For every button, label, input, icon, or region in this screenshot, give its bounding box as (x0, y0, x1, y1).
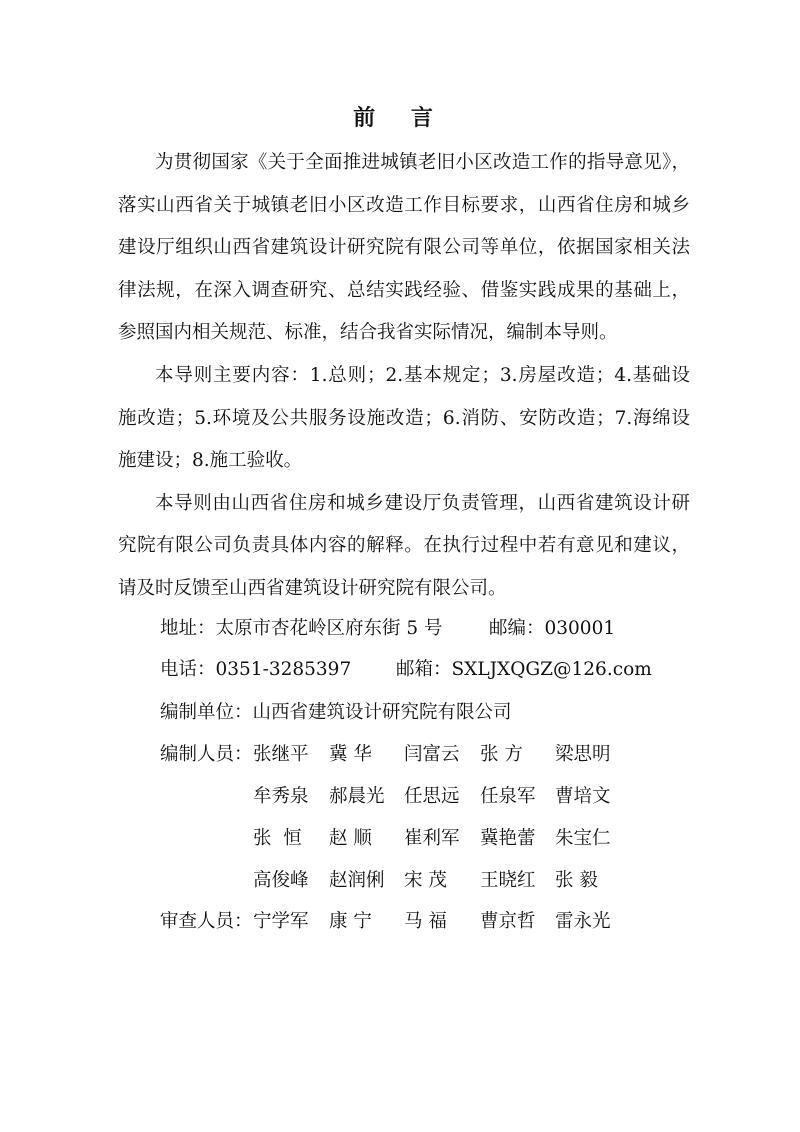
compiling-unit: 编制单位：山西省建筑设计研究院有限公司 (160, 702, 512, 723)
preface-body (118, 142, 690, 611)
staff-name: 赵润俐 (329, 870, 385, 891)
staff-name: 曹培文 (555, 786, 611, 807)
paragraph-line: 施改造；5.环境及公共服务设施改造；6.消防、安防改造；7.海绵设 (118, 407, 690, 429)
phone: 电话：0351-3285397 (160, 659, 352, 680)
paragraph-line: 为贯彻国家《关于全面推进城镇老旧小区改造工作的指导意见》， (155, 152, 690, 173)
staff-name: 梁思明 (555, 744, 611, 765)
paragraph-line: 落实山西省关于城镇老旧小区改造工作目标要求，山西省住房和城乡 (118, 194, 690, 216)
reviewer-name: 宁学军 (253, 911, 309, 932)
staff-name: 张 恒 (253, 828, 302, 849)
paragraph-line: 本导则由山西省住房和城乡建设厅负责管理，山西省建筑设计研 (155, 492, 690, 514)
paragraph-line: 律法规，在深入调查研究、总结实践经验、借鉴实践成果的基础上， (118, 279, 690, 301)
reviewer-name: 雷永光 (555, 911, 611, 932)
staff-name: 冀艳蕾 (480, 828, 536, 849)
staff-name: 任泉军 (480, 786, 536, 807)
paragraph-line: 请及时反馈至山西省建筑设计研究院有限公司。 (118, 577, 507, 599)
address: 地址：太原市杏花岭区府东街 5 号 (160, 618, 443, 639)
staff-name: 张 毅 (555, 870, 598, 891)
staff-name: 闫富云 (404, 744, 460, 765)
staff-name: 宋 茂 (404, 870, 447, 891)
staff-name: 冀 华 (329, 744, 372, 765)
staff-name: 牟秀泉 (253, 786, 309, 807)
staff-name: 崔利军 (404, 828, 460, 849)
staff-name: 王晓红 (480, 870, 536, 891)
reviewer-name: 曹京哲 (480, 911, 536, 932)
staff-name: 高俊峰 (253, 870, 309, 891)
staff-name: 郝晨光 (329, 786, 385, 807)
paragraph-line: 本导则主要内容：1.总则；2.基本规定；3.房屋改造；4.基础设 (155, 364, 690, 386)
page-title: 前 言 (353, 105, 447, 131)
paragraph-line: 施建设；8.施工验收。 (118, 450, 303, 472)
email: 邮箱：SXLJXQGZ@126.com (396, 659, 652, 680)
postcode: 邮编：030001 (489, 618, 616, 639)
paragraph-line: 建设厅组织山西省建筑设计研究院有限公司等单位，依据国家相关法 (118, 237, 690, 259)
paragraph-line: 参照国内相关规范、标准，结合我省实际情况，编制本导则。 (118, 322, 618, 344)
reviewer-name: 马 福 (404, 911, 447, 932)
staff-name: 任思远 (404, 786, 460, 807)
reviewer-name: 康 宁 (329, 911, 372, 932)
staff-name: 朱宝仁 (555, 828, 611, 849)
reviewers-label: 审查人员： (160, 911, 253, 932)
paragraph-line: 究院有限公司负责具体内容的解释。在执行过程中若有意见和建议， (118, 535, 690, 557)
staff-label: 编制人员： (160, 744, 253, 765)
staff-name: 张 方 (480, 744, 523, 765)
staff-name: 赵 顺 (329, 828, 372, 849)
staff-name: 张继平 (253, 744, 309, 765)
